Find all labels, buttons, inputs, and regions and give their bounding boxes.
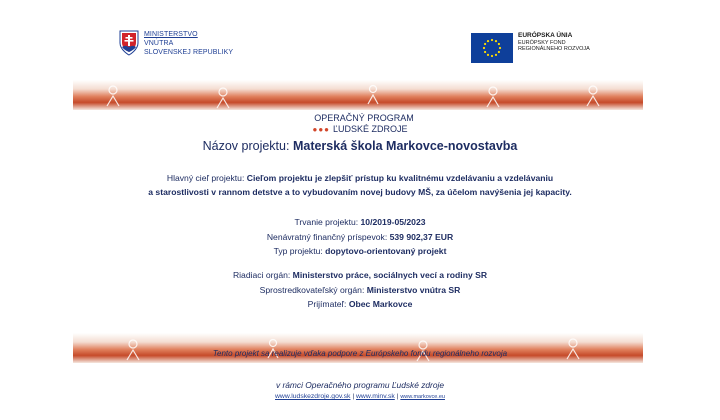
- decorative-band-top: [73, 80, 643, 110]
- header: [0, 0, 720, 80]
- grant-label: Nenávratný finančný príspevok:: [266, 231, 388, 242]
- type-value: dopytovo-orientovaný projekt: [325, 246, 447, 256]
- duration-row: [0, 215, 720, 230]
- link-minv[interactable]: www.minv.sk: [356, 393, 395, 400]
- ministry-logo: [118, 30, 233, 57]
- intermediate-body-row: [0, 283, 720, 298]
- grant-row: [0, 230, 720, 245]
- project-bodies: [0, 268, 720, 312]
- program-dots-icon: ●●●: [312, 124, 330, 134]
- ministry-line-2: VNÚTRA: [144, 40, 174, 47]
- eu-line-3: REGIONÁLNEHO ROZVOJA: [518, 46, 590, 53]
- slovak-coat-of-arms-icon: [118, 30, 140, 56]
- project-goal: [0, 171, 720, 199]
- decorative-band-bottom: [73, 333, 643, 363]
- link-markovce[interactable]: www.markovce.eu: [400, 394, 445, 400]
- duration-label: Trvanie projektu:: [294, 217, 359, 227]
- recipient-label: Prijímateľ:: [307, 299, 347, 309]
- project-name-label: Názov projektu:: [202, 139, 290, 153]
- type-row: [0, 244, 720, 259]
- eu-flag-icon: [471, 33, 513, 63]
- intermediate-value: Ministerstvo vnútra SR: [366, 284, 461, 295]
- link-ludskezdroje[interactable]: www.ludskezdroje.gov.sk: [275, 393, 351, 400]
- operational-program-heading: [0, 113, 720, 134]
- goal-value-line-2: a starostlivosti v rannom detstve a to vybudovaním novej budovy MŠ, za účelom navýšenia jej kapacity.: [148, 187, 572, 197]
- duration-value: 10/2019-05/2023: [360, 217, 426, 227]
- managing-label: Riadiaci orgán:: [232, 270, 291, 280]
- link-separator: |: [396, 393, 399, 400]
- eu-line-1: EURÓPSKA ÚNIA: [518, 32, 573, 39]
- program-note: v rámci Operačného programu Ľudské zdroje: [275, 380, 445, 390]
- recipient-row: [0, 297, 720, 312]
- ministry-line-1: MINISTERSTVO: [144, 31, 198, 38]
- project-title: [0, 139, 720, 153]
- managing-authority-row: [0, 268, 720, 283]
- grant-value: 539 902,37 EUR: [389, 231, 454, 242]
- intermediate-label: Sprostredkovateľský orgán:: [259, 284, 365, 295]
- footer-links: [0, 393, 720, 400]
- managing-value: Ministerstvo práce, sociálnych vecí a rodiny SR: [292, 270, 488, 280]
- program-line-2: ĽUDSKÉ ZDROJE: [332, 124, 408, 134]
- link-separator: |: [352, 393, 355, 400]
- eu-logo: [471, 33, 590, 63]
- goal-value-line-1: Cieľom projektu je zlepšiť prístup ku kvalitnému vzdelávaniu a vzdelávaniu: [246, 173, 554, 183]
- project-details: [0, 215, 720, 259]
- project-name-value: Materská škola Markovce-novostavba: [292, 139, 518, 153]
- ministry-line-3: SLOVENSKEJ REPUBLIKY: [144, 49, 234, 56]
- funding-note: Tento projekt sa realizuje vďaka podpore z Európskeho fondu regionálneho rozvoja: [212, 349, 508, 358]
- type-label: Typ projektu:: [273, 246, 323, 256]
- eu-line-2: EURÓPSKY FOND: [518, 39, 566, 46]
- recipient-value: Obec Markovce: [348, 299, 413, 309]
- program-line-1: OPERAČNÝ PROGRAM: [314, 113, 414, 123]
- goal-label: Hlavný cieľ projektu:: [166, 173, 245, 183]
